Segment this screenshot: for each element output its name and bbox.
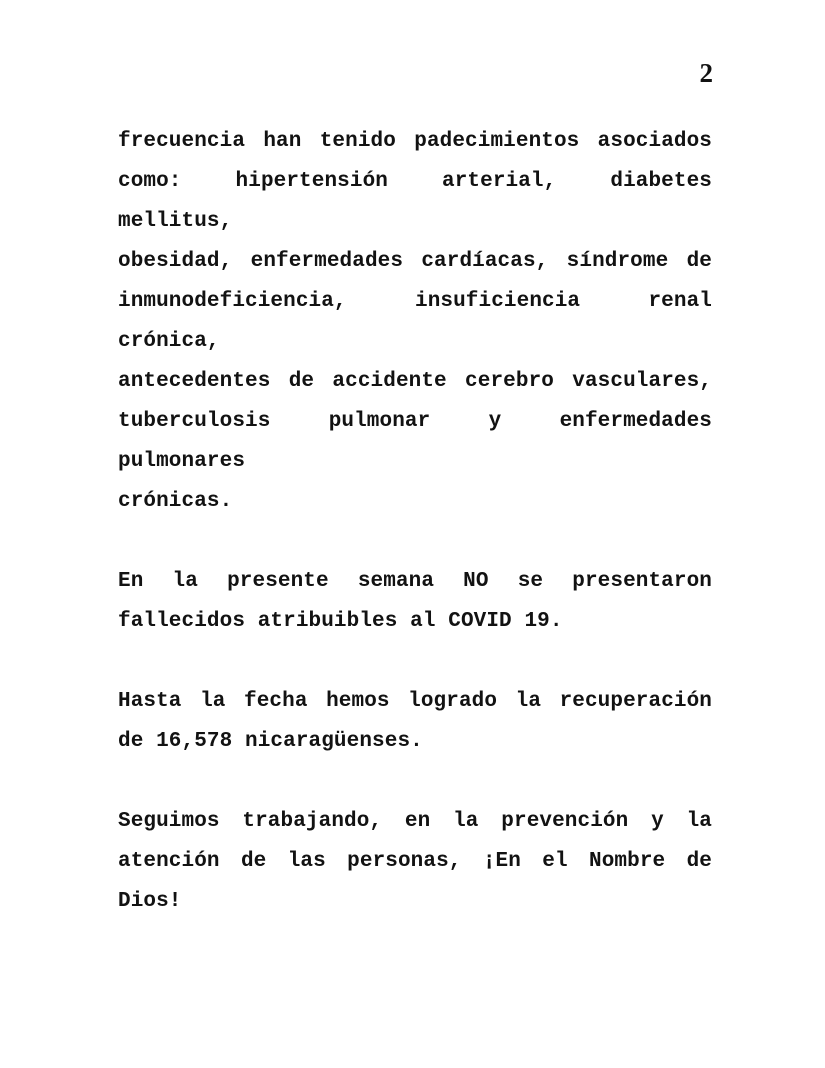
paragraph-recovered xyxy=(118,682,712,762)
text-line: obesidad, enfermedades cardíacas, síndrome de xyxy=(118,250,712,273)
text-line: crónicas. xyxy=(118,490,233,513)
text-line: Seguimos trabajando, en la prevención y la xyxy=(118,810,712,833)
text-line: En la presente semana NO se presentaron xyxy=(118,570,712,593)
text-line: tuberculosis pulmonar y enfermedades pulmonares xyxy=(118,410,712,473)
document-body xyxy=(118,122,712,962)
page-number: 2 xyxy=(699,58,713,88)
text-line: antecedentes de accidente cerebro vasculares, xyxy=(118,370,712,393)
paragraph-comorbidities xyxy=(118,122,712,522)
text-line: como: hipertensión arterial, diabetes mellitus, xyxy=(118,170,712,233)
text-line: Dios! xyxy=(118,890,182,913)
text-line: inmunodeficiencia, insuficiencia renal crónica, xyxy=(118,290,712,353)
paragraph-no-deaths xyxy=(118,562,712,642)
text-line: frecuencia han tenido padecimientos asociados xyxy=(118,130,712,153)
text-line: Hasta la fecha hemos logrado la recuperación xyxy=(118,690,712,713)
text-line: de 16,578 nicaragüenses. xyxy=(118,730,423,753)
text-line: fallecidos atribuibles al COVID 19. xyxy=(118,610,563,633)
text-line: atención de las personas, ¡En el Nombre de xyxy=(118,850,712,873)
paragraph-closing xyxy=(118,802,712,922)
